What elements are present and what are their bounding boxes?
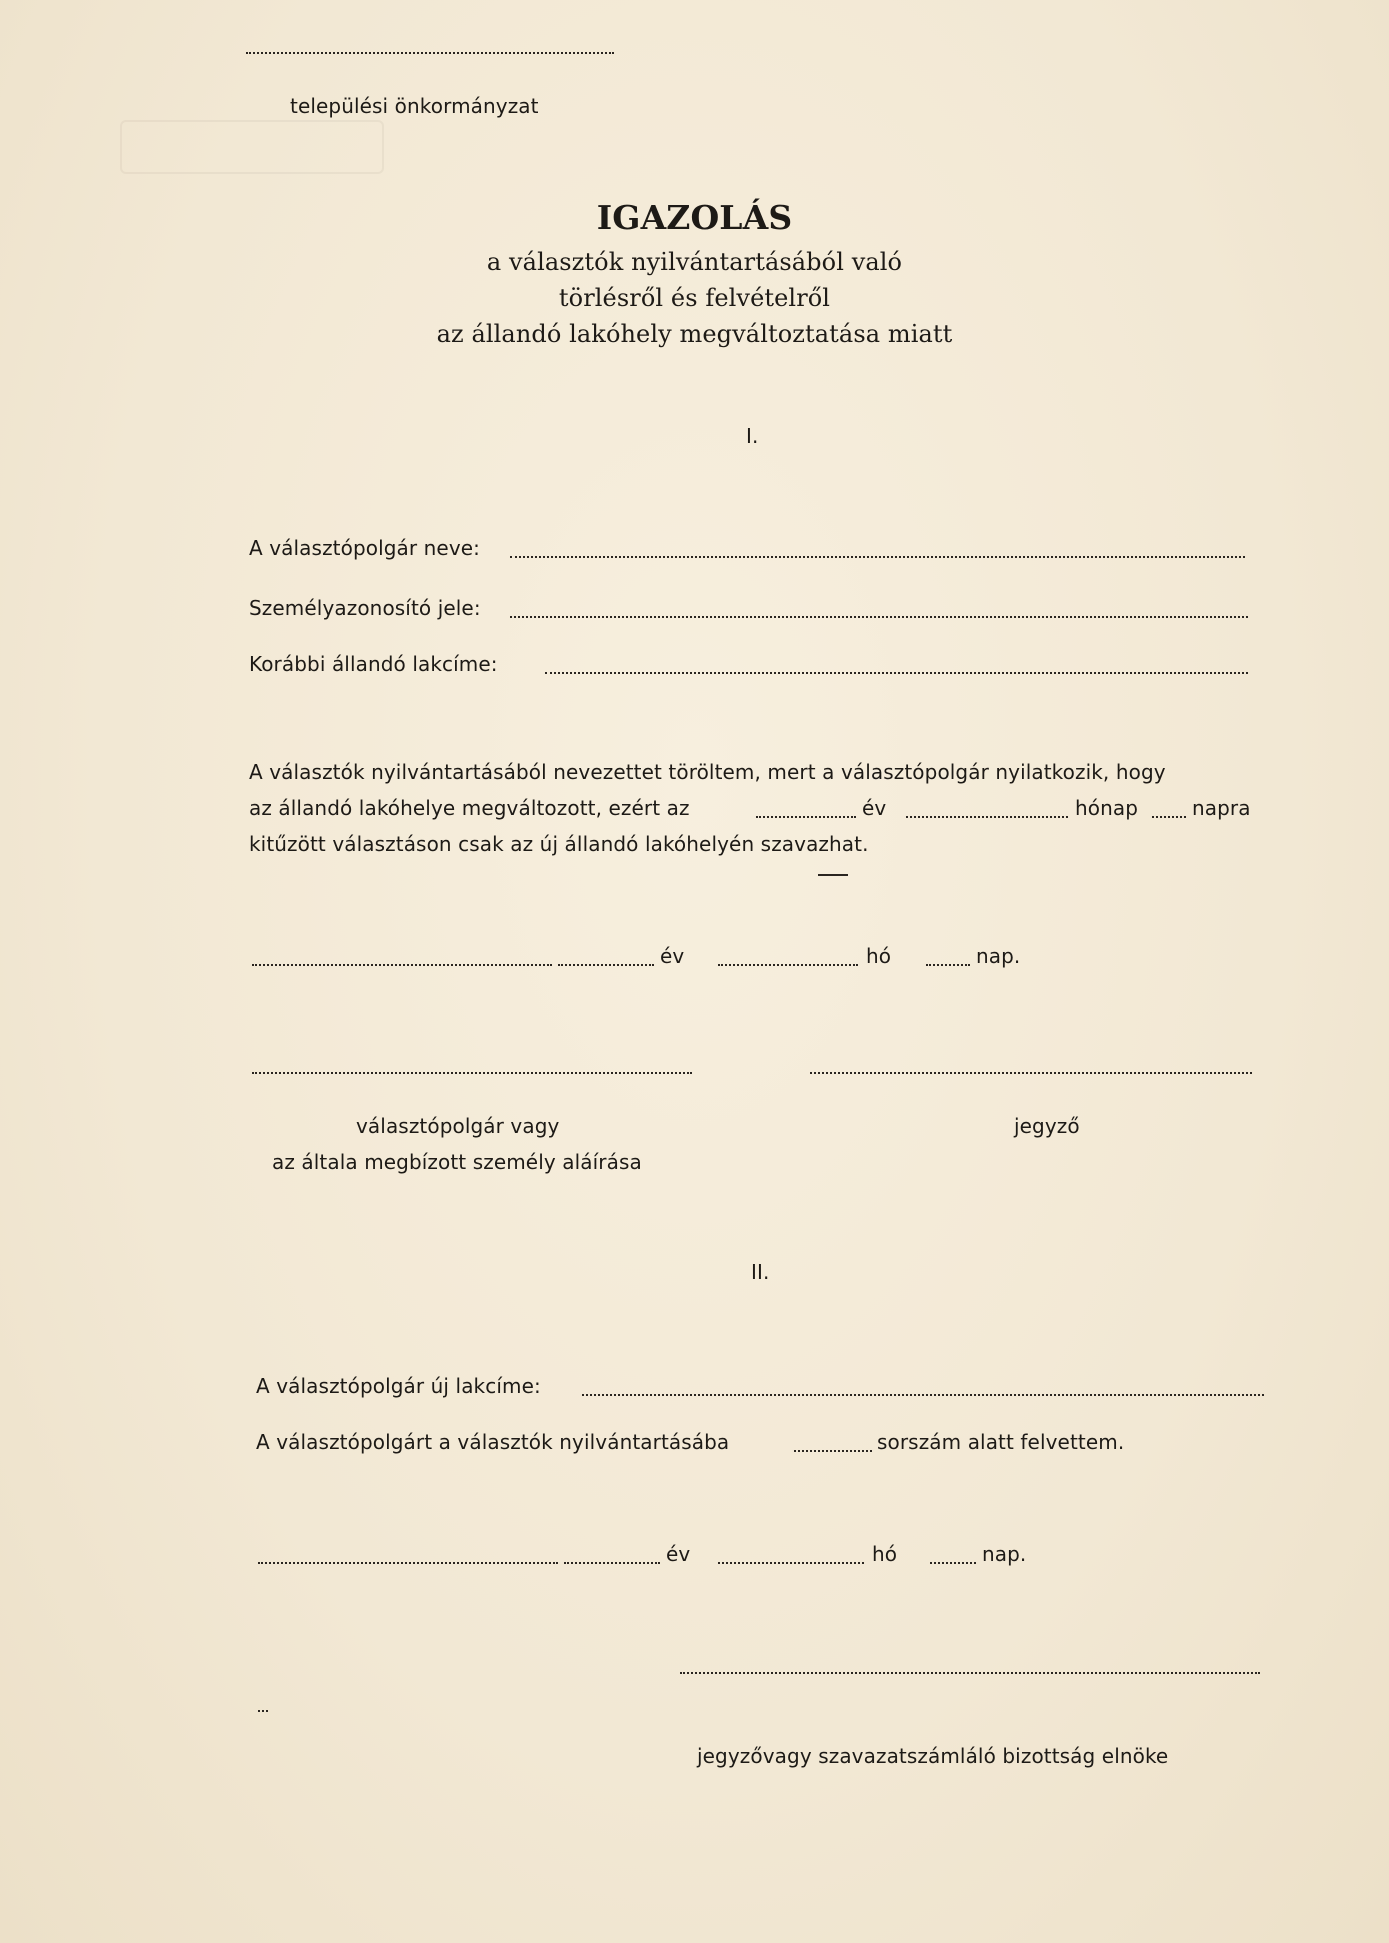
voter-signature-caption-1: választópolgár vagy [356,1114,560,1138]
personal-id-field[interactable] [510,616,1248,618]
prev-address-field[interactable] [545,672,1248,674]
date2-ho-label: hó [872,1542,898,1566]
date-ho-label: hó [866,944,892,968]
date-year-field[interactable] [558,964,654,966]
date2-nap-label: nap. [982,1542,1027,1566]
new-address-label: A választópolgár új lakcíme: [256,1374,541,1398]
serial-number-field[interactable] [794,1450,872,1452]
separator-dash [818,874,848,876]
registered-text-a: A választópolgárt a választók nyilvántartásába [256,1430,730,1454]
statement-line-1: A választók nyilvántartásából nevezettet töröltem, mert a választópolgár nyilatkozik, hogy [249,760,1166,784]
date-day-field[interactable] [926,964,970,966]
document-title: IGAZOLÁS [596,198,793,237]
date2-year-field[interactable] [564,1562,660,1564]
date-month-field[interactable] [718,964,858,966]
stray-dots [258,1710,268,1712]
date2-place-field[interactable] [258,1562,558,1564]
registrar-signature-caption: jegyzővagy szavazatszámláló bizottság elnöke [697,1744,1169,1768]
bleed-through-block [120,120,384,174]
election-year-field[interactable] [756,816,856,818]
statement-line-2a: az állandó lakóhelye megváltozott, ezért az [249,796,690,820]
date2-day-field[interactable] [930,1562,976,1564]
registrar-signature-line[interactable] [680,1672,1260,1674]
voter-signature-line[interactable] [252,1072,692,1074]
date-ev-label: év [660,944,685,968]
municipality-dotted-line [246,52,614,54]
registered-text-b: sorszám alatt felvettem. [877,1430,1125,1454]
notary-signature-caption: jegyző [1014,1114,1080,1138]
date2-month-field[interactable] [718,1562,864,1564]
date-nap-label: nap. [976,944,1021,968]
section-2-numeral: II. [751,1260,770,1284]
personal-id-label: Személyazonosító jele: [249,596,481,620]
voter-name-label: A választópolgár neve: [249,536,481,560]
notary-signature-line[interactable] [810,1072,1252,1074]
section-1-numeral: I. [746,424,759,448]
statement-honap: hónap [1075,796,1139,820]
title-line-2: törlésről és felvételről [558,284,831,312]
date-place-field[interactable] [252,964,552,966]
statement-line-3: kitűzött választáson csak az új állandó lakóhelyén szavazhat. [249,832,869,856]
title-line-3: az állandó lakóhely megváltoztatása miatt [436,320,953,348]
election-month-field[interactable] [906,816,1068,818]
election-day-field[interactable] [1152,816,1186,818]
voter-signature-caption-2: az általa megbízott személy aláírása [272,1150,642,1174]
statement-ev: év [862,796,887,820]
new-address-field[interactable] [582,1394,1264,1396]
date2-ev-label: év [666,1542,691,1566]
statement-napra: napra [1192,796,1251,820]
voter-name-field[interactable] [510,556,1245,558]
prev-address-label: Korábbi állandó lakcíme: [249,652,498,676]
title-line-1: a választók nyilvántartásából való [486,248,903,276]
municipality-label: települési önkormányzat [290,94,539,118]
